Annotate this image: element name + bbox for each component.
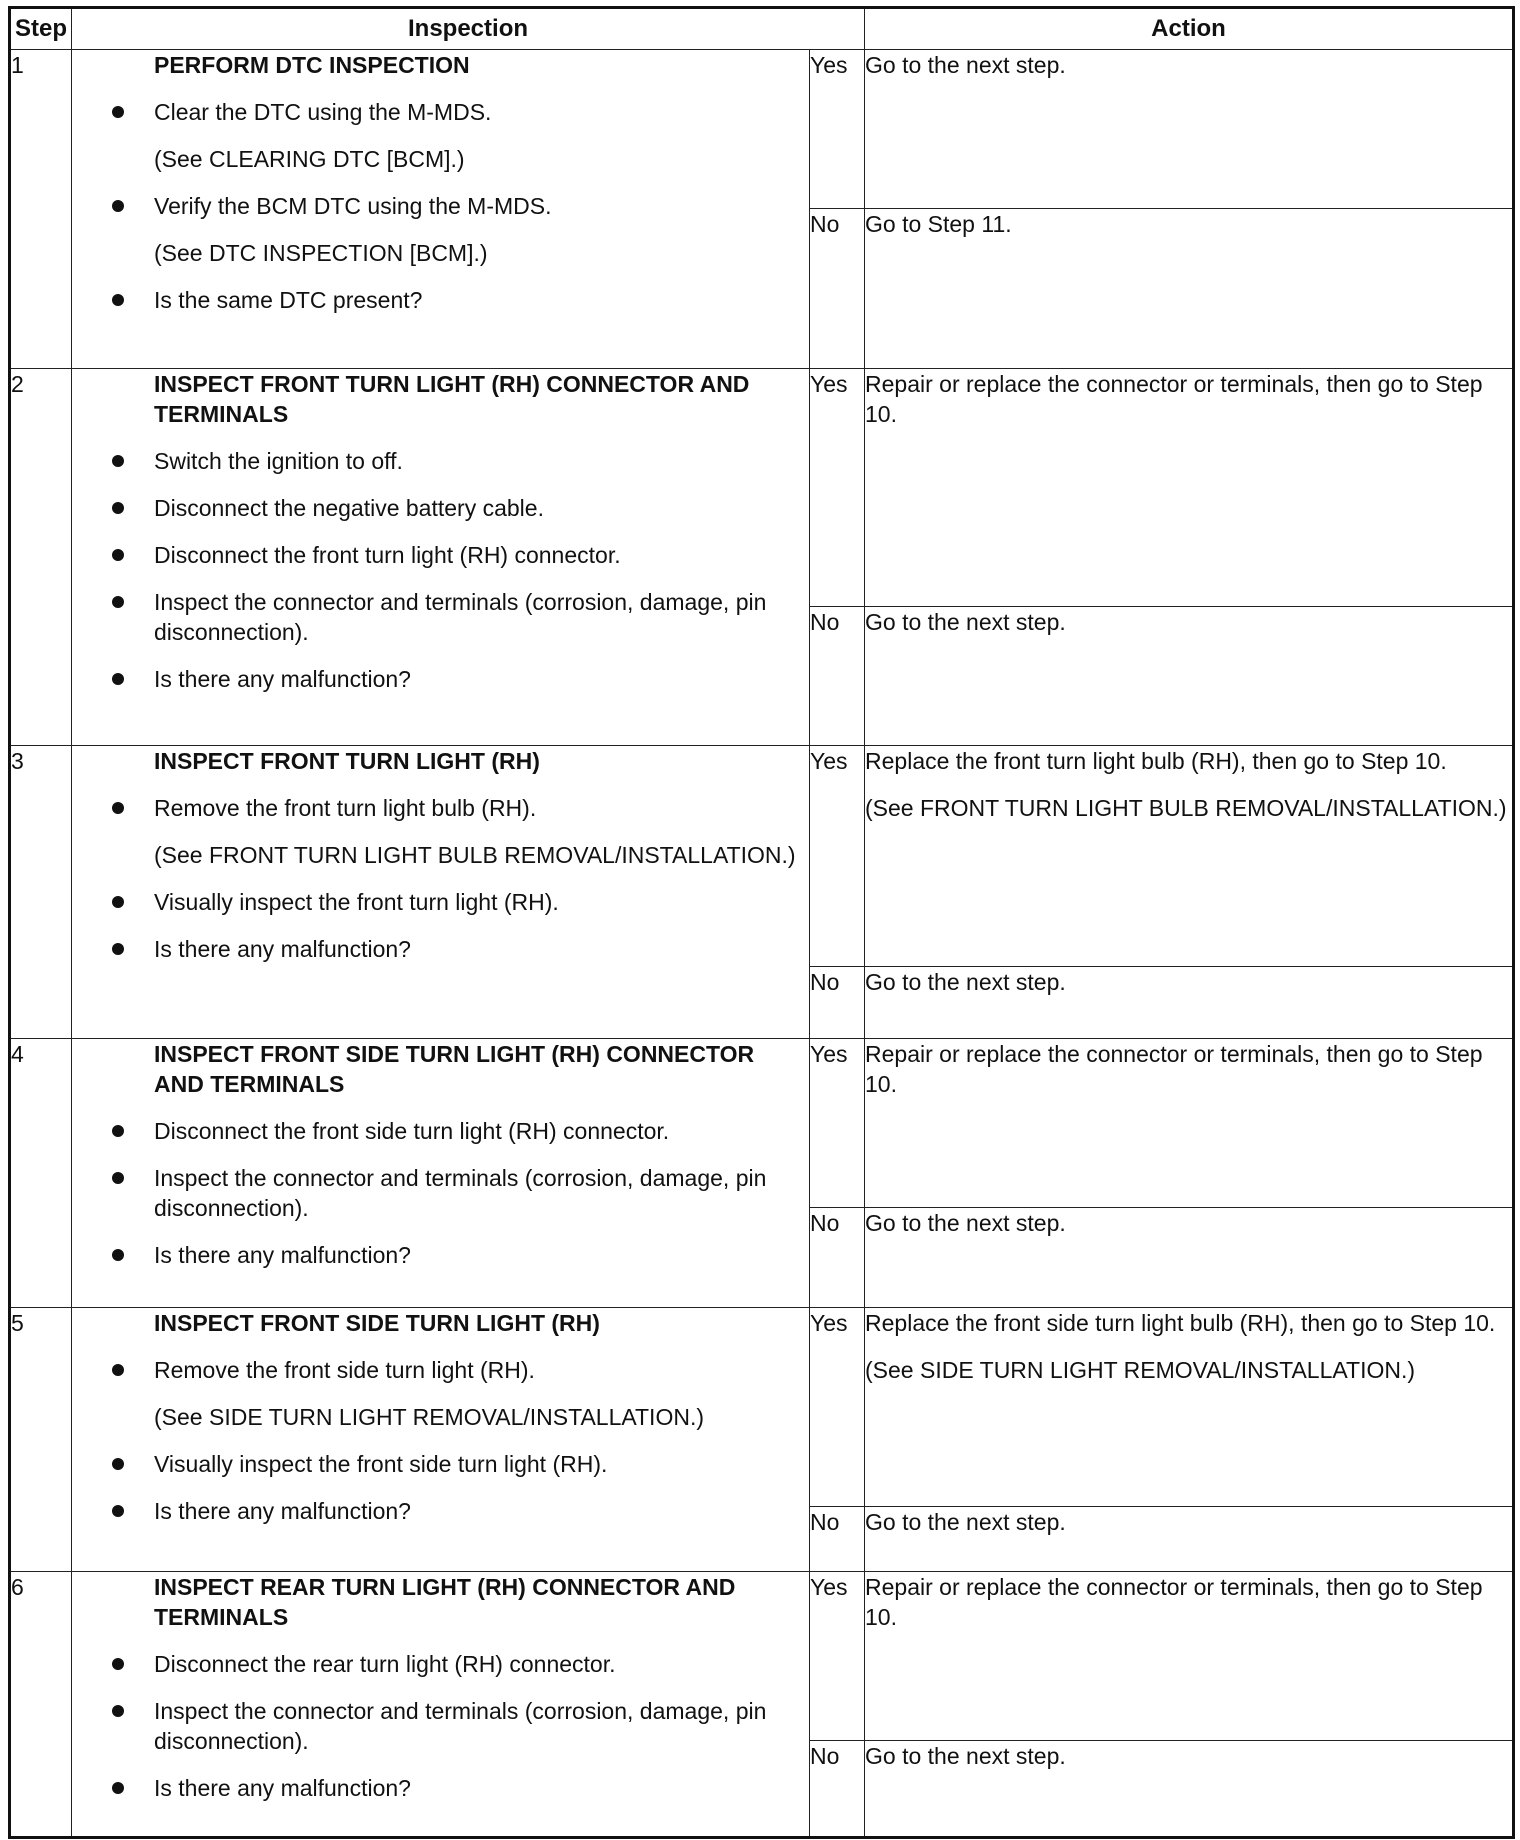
inspection-bullet-item: Disconnect the front turn light (RH) connector. bbox=[72, 540, 809, 570]
table-header-row bbox=[10, 8, 1514, 50]
step-number: 6 bbox=[10, 1572, 72, 1838]
yes-label: Yes bbox=[810, 1308, 865, 1507]
no-action-text: Go to the next step. bbox=[865, 969, 1066, 995]
inspection-bullet-item: Inspect the connector and terminals (corrosion, damage, pin disconnection). bbox=[72, 1696, 809, 1756]
no-action-text: Go to the next step. bbox=[865, 1509, 1066, 1535]
header-inspection: Inspection bbox=[72, 8, 865, 50]
no-action bbox=[865, 209, 1514, 369]
inspection-cell bbox=[72, 1308, 810, 1572]
inspection-bullet-item: Is there any malfunction? bbox=[72, 664, 809, 694]
yes-label: Yes bbox=[810, 746, 865, 967]
inspection-bullet-item: Inspect the connector and terminals (corrosion, damage, pin disconnection). bbox=[72, 1163, 809, 1223]
step-row bbox=[10, 50, 1514, 209]
no-action bbox=[865, 1507, 1514, 1572]
inspection-cell bbox=[72, 50, 810, 369]
no-label: No bbox=[810, 1208, 865, 1308]
inspection-bullet-item: Is the same DTC present? bbox=[72, 285, 809, 315]
no-action-text: Go to Step 11. bbox=[865, 211, 1012, 237]
steps-body bbox=[10, 50, 1514, 1838]
inspection-bullet-item: Disconnect the rear turn light (RH) connector. bbox=[72, 1649, 809, 1679]
header-action: Action bbox=[865, 8, 1514, 50]
yes-action-text: Go to the next step. bbox=[865, 52, 1066, 78]
yes-action-text: Replace the front side turn light bulb (RH), then go to Step 10. bbox=[865, 1310, 1496, 1336]
yes-action bbox=[865, 369, 1514, 607]
inspection-title: INSPECT FRONT SIDE TURN LIGHT (RH) bbox=[154, 1310, 600, 1336]
yes-label: Yes bbox=[810, 1572, 865, 1741]
step-number: 2 bbox=[10, 369, 72, 746]
inspection-reference: (See FRONT TURN LIGHT BULB REMOVAL/INSTALLATION.) bbox=[154, 842, 796, 868]
yes-action bbox=[865, 1308, 1514, 1507]
inspection-reference: (See DTC INSPECTION [BCM].) bbox=[154, 240, 488, 266]
inspection-bullet-item: Verify the BCM DTC using the M-MDS. bbox=[72, 191, 809, 221]
inspection-cell bbox=[72, 369, 810, 746]
yes-action bbox=[865, 1572, 1514, 1741]
yes-label: Yes bbox=[810, 50, 865, 209]
inspection-bullet-item: Is there any malfunction? bbox=[72, 934, 809, 964]
inspection-reference: (See CLEARING DTC [BCM].) bbox=[154, 146, 465, 172]
inspection-title: INSPECT FRONT TURN LIGHT (RH) CONNECTOR AND TERMINALS bbox=[154, 371, 750, 427]
inspection-cell bbox=[72, 1039, 810, 1308]
inspection-bullet-item: Is there any malfunction? bbox=[72, 1240, 809, 1270]
yes-label: Yes bbox=[810, 369, 865, 607]
yes-action-text: Replace the front turn light bulb (RH), then go to Step 10. bbox=[865, 748, 1447, 774]
inspection-bullet-item: Remove the front side turn light (RH). bbox=[72, 1355, 809, 1385]
inspection-bullet-item: Disconnect the front side turn light (RH) connector. bbox=[72, 1116, 809, 1146]
yes-action bbox=[865, 50, 1514, 209]
yes-action-text: (See SIDE TURN LIGHT REMOVAL/INSTALLATION.) bbox=[865, 1357, 1416, 1383]
step-number: 3 bbox=[10, 746, 72, 1039]
inspection-title: INSPECT REAR TURN LIGHT (RH) CONNECTOR AND TERMINALS bbox=[154, 1574, 736, 1630]
no-label: No bbox=[810, 607, 865, 746]
no-label: No bbox=[810, 1741, 865, 1838]
yes-action-text: Repair or replace the connector or terminals, then go to Step 10. bbox=[865, 1041, 1483, 1097]
yes-action-text: Repair or replace the connector or terminals, then go to Step 10. bbox=[865, 371, 1483, 427]
inspection-cell bbox=[72, 1572, 810, 1838]
inspection-cell bbox=[72, 746, 810, 1039]
inspection-bullet-item: Clear the DTC using the M-MDS. bbox=[72, 97, 809, 127]
inspection-bullet-item: Is there any malfunction? bbox=[72, 1773, 809, 1803]
no-action-text: Go to the next step. bbox=[865, 609, 1066, 635]
step-number: 1 bbox=[10, 50, 72, 369]
no-action bbox=[865, 967, 1514, 1039]
step-number: 5 bbox=[10, 1308, 72, 1572]
inspection-bullet-item: Inspect the connector and terminals (corrosion, damage, pin disconnection). bbox=[72, 587, 809, 647]
no-label: No bbox=[810, 1507, 865, 1572]
inspection-title: PERFORM DTC INSPECTION bbox=[154, 52, 470, 78]
step-row bbox=[10, 1039, 1514, 1208]
inspection-bullet-item: Disconnect the negative battery cable. bbox=[72, 493, 809, 523]
yes-action bbox=[865, 1039, 1514, 1208]
no-action bbox=[865, 607, 1514, 746]
inspection-title: INSPECT FRONT SIDE TURN LIGHT (RH) CONNECTOR AND TERMINALS bbox=[154, 1041, 755, 1097]
step-number: 4 bbox=[10, 1039, 72, 1308]
header-step: Step bbox=[10, 8, 72, 50]
step-row bbox=[10, 1572, 1514, 1741]
no-action bbox=[865, 1741, 1514, 1838]
yes-action-text: Repair or replace the connector or terminals, then go to Step 10. bbox=[865, 1574, 1483, 1630]
no-action bbox=[865, 1208, 1514, 1308]
inspection-reference: (See SIDE TURN LIGHT REMOVAL/INSTALLATION.) bbox=[154, 1404, 704, 1430]
inspection-bullet-item: Visually inspect the front turn light (RH). bbox=[72, 887, 809, 917]
inspection-title: INSPECT FRONT TURN LIGHT (RH) bbox=[154, 748, 540, 774]
yes-action bbox=[865, 746, 1514, 967]
no-action-text: Go to the next step. bbox=[865, 1210, 1066, 1236]
no-action-text: Go to the next step. bbox=[865, 1743, 1066, 1769]
inspection-bullet-item: Switch the ignition to off. bbox=[72, 446, 809, 476]
inspection-table bbox=[8, 6, 1515, 1839]
no-label: No bbox=[810, 209, 865, 369]
inspection-bullet-item: Is there any malfunction? bbox=[72, 1496, 809, 1526]
yes-label: Yes bbox=[810, 1039, 865, 1208]
no-label: No bbox=[810, 967, 865, 1039]
inspection-bullet-item: Remove the front turn light bulb (RH). bbox=[72, 793, 809, 823]
yes-action-text: (See FRONT TURN LIGHT BULB REMOVAL/INSTALLATION.) bbox=[865, 795, 1507, 821]
step-row bbox=[10, 1308, 1514, 1507]
step-row bbox=[10, 369, 1514, 607]
inspection-bullet-item: Visually inspect the front side turn light (RH). bbox=[72, 1449, 809, 1479]
step-row bbox=[10, 746, 1514, 967]
